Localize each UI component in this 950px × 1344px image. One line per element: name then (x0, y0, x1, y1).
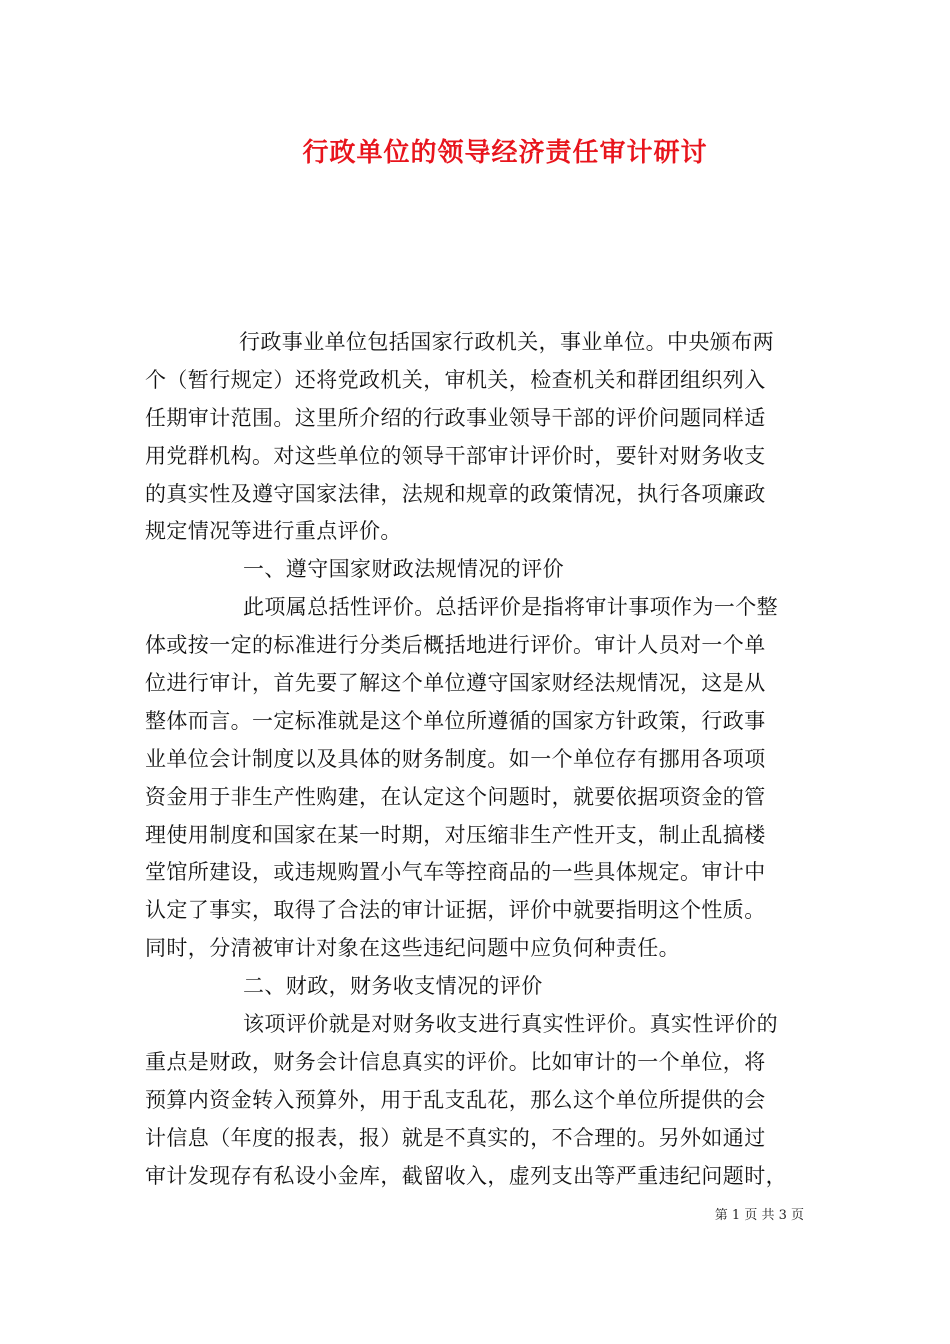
paragraph-line: 资金用于非生产性购建，在认定这个问题时，就要依据项资金的管 (145, 784, 766, 809)
paragraph-line: 整体而言。一定标准就是这个单位所遵循的国家方针政策，行政事 (145, 708, 766, 733)
paragraph-line: 位进行审计，首先要了解这个单位遵守国家财经法规情况，这是从 (145, 671, 766, 696)
document-body (145, 324, 808, 1195)
paragraph-line: 个（暂行规定）还将党政机关，审机关，检查机关和群团组织列入 (145, 367, 766, 392)
paragraph-line: 行政事业单位包括国家行政机关，事业单位。中央颁布两 (239, 330, 774, 354)
paragraph-line: 认定了事实，取得了合法的审计证据，评价中就要指明这个性质。 (145, 898, 766, 923)
paragraph-line: 任期审计范围。这里所介绍的行政事业领导干部的评价问题同样适 (145, 405, 766, 430)
paragraph-line: 堂馆所建设，或违规购置小气车等控商品的一些具体规定。审计中 (145, 860, 766, 885)
section-heading: 二、财政，财务收支情况的评价 (243, 974, 543, 999)
paragraph-line: 该项评价就是对财务收支进行真实性评价。真实性评价的 (243, 1012, 778, 1037)
paragraph-line: 计信息（年度的报表，报）就是不真实的，不合理的。另外如通过 (145, 1125, 766, 1150)
paragraph-line: 的真实性及遵守国家法律，法规和规章的政策情况，执行各项廉政 (145, 481, 766, 506)
paragraph-line: 预算内资金转入预算外，用于乱支乱花，那么这个单位所提供的会 (145, 1087, 766, 1112)
paragraph-line: 用党群机构。对这些单位的领导干部审计评价时，要针对财务收支 (145, 443, 766, 468)
paragraph-line: 审计发现存有私设小金库，截留收入，虚列支出等严重违纪问题时， (145, 1163, 787, 1188)
document-title: 行政单位的领导经济责任审计研讨 (302, 138, 708, 168)
paragraph-line: 理使用制度和国家在某一时期，对压缩非生产性开支，制止乱搞楼 (145, 822, 766, 847)
paragraph-line: 规定情况等进行重点评价。 (145, 519, 402, 544)
page-indicator: 第 1 页 共 3 页 (714, 1208, 804, 1223)
paragraph-line: 此项属总括性评价。总括评价是指将审计事项作为一个整 (243, 595, 778, 620)
paragraph-line: 业单位会计制度以及具体的财务制度。如一个单位存有挪用各项项 (145, 746, 766, 771)
paragraph-line: 同时，分清被审计对象在这些违纪问题中应负何种责任。 (145, 936, 680, 961)
paragraph-line: 重点是财政，财务会计信息真实的评价。比如审计的一个单位，将 (145, 1049, 766, 1074)
section-heading: 一、遵守国家财政法规情况的评价 (243, 557, 564, 582)
paragraph-line: 体或按一定的标准进行分类后概括地进行评价。审计人员对一个单 (145, 633, 766, 658)
